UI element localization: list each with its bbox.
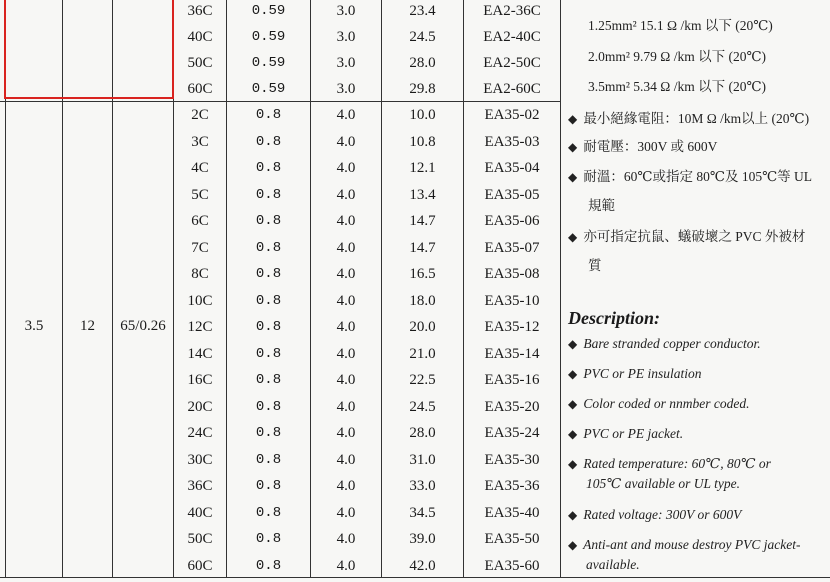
- desc-item: ◆ Rated voltage: 300V or 600V: [568, 507, 742, 522]
- od-cell: 4.0: [336, 319, 356, 335]
- od-cell: 4.0: [336, 186, 356, 203]
- weight-cell: 29.8: [409, 81, 436, 97]
- weight-cell: 24.5: [409, 398, 436, 415]
- diamond-bullet-icon: ◆: [568, 367, 578, 381]
- diamond-bullet-icon: ◆: [568, 457, 578, 471]
- temperature-note: ◆ 耐溫：60℃或指定 80℃及 105℃等 UL: [568, 169, 813, 184]
- code-cell: EA35-14: [484, 345, 540, 362]
- cores-cell: 6C: [191, 213, 209, 229]
- od-cell: 4.0: [336, 213, 356, 229]
- code-cell: EA35-10: [484, 292, 540, 309]
- od-cell: 3.0: [336, 55, 356, 71]
- highlight-box: [4, 0, 174, 99]
- desc-item: ◆ PVC or PE insulation: [568, 366, 702, 381]
- thickness-cell: 0.8: [255, 504, 282, 521]
- code-cell: EA35-07: [484, 239, 540, 256]
- code-cell: EA35-16: [484, 372, 540, 388]
- code-cell: EA35-40: [484, 504, 540, 521]
- col-divider: [560, 0, 561, 578]
- od-cell: 4.0: [336, 557, 356, 574]
- od-cell: 4.0: [336, 345, 356, 362]
- notes-column: [566, 0, 830, 582]
- od-cell: 4.0: [336, 107, 356, 123]
- od-cell: 4.0: [336, 425, 356, 441]
- cores-cell: 40C: [187, 504, 213, 521]
- thickness-cell: 0.8: [255, 319, 282, 335]
- description-title: Description:: [568, 308, 660, 328]
- weight-cell: 14.7: [409, 239, 436, 256]
- strand-cell: 65/0.26: [120, 318, 166, 334]
- resistance-3: 3.5mm² 5.34 Ω /km 以下 (20℃): [588, 79, 767, 94]
- weight-cell: 10.8: [409, 133, 436, 150]
- resistance-1: 1.25mm² 15.1 Ω /km 以下 (20℃): [588, 18, 773, 33]
- code-cell: EA35-36: [484, 478, 540, 494]
- od-group-cell: 12: [80, 318, 95, 334]
- thickness-cell: 0.59: [251, 81, 286, 97]
- diamond-bullet-icon: ◆: [568, 397, 578, 411]
- thickness-cell: 0.8: [255, 451, 282, 468]
- weight-cell: 12.1: [409, 160, 436, 176]
- thickness-cell: 0.59: [251, 55, 286, 71]
- thickness-cell: 0.8: [255, 266, 282, 282]
- diamond-bullet-icon: ◆: [568, 112, 578, 126]
- cores-cell: 2C: [191, 107, 209, 123]
- od-cell: 4.0: [336, 292, 356, 309]
- code-cell: EA2-36C: [483, 3, 541, 19]
- od-cell: 4.0: [336, 504, 356, 521]
- thickness-cell: 0.8: [255, 107, 282, 123]
- code-cell: EA35-08: [484, 266, 540, 282]
- cores-cell: 16C: [187, 372, 213, 388]
- thickness-cell: 0.8: [255, 133, 282, 150]
- weight-cell: 31.0: [409, 451, 436, 468]
- od-cell: 4.0: [336, 451, 356, 468]
- weight-cell: 22.5: [409, 372, 436, 388]
- diamond-bullet-icon: ◆: [568, 170, 578, 184]
- weight-cell: 13.4: [409, 186, 436, 203]
- diamond-bullet-icon: ◆: [568, 508, 578, 522]
- code-cell: EA35-20: [484, 398, 540, 415]
- thickness-cell: 0.8: [255, 425, 282, 441]
- thickness-cell: 0.8: [255, 478, 282, 494]
- weight-cell: 33.0: [409, 478, 436, 494]
- thickness-cell: 0.8: [255, 160, 282, 176]
- od-cell: 4.0: [336, 372, 356, 388]
- od-cell: 4.0: [336, 133, 356, 150]
- code-cell: EA35-60: [484, 557, 540, 574]
- cores-cell: 36C: [187, 478, 213, 494]
- cores-cell: 60C: [187, 81, 213, 97]
- code-cell: EA35-06: [484, 213, 540, 229]
- code-cell: EA35-02: [484, 107, 540, 123]
- diamond-bullet-icon: ◆: [568, 230, 578, 244]
- code-cell: EA2-60C: [483, 81, 541, 97]
- diamond-bullet-icon: ◆: [568, 140, 578, 154]
- cores-cell: 12C: [187, 319, 213, 335]
- code-cell: EA35-03: [484, 133, 540, 150]
- thickness-cell: 0.59: [251, 3, 286, 19]
- code-cell: EA35-05: [484, 186, 540, 203]
- od-cell: 3.0: [336, 29, 356, 45]
- cores-cell: 4C: [191, 160, 209, 176]
- temperature-note-cont: 規範: [588, 198, 615, 213]
- thickness-cell: 0.8: [255, 292, 282, 309]
- desc-item-cont: 105℃ available or UL type.: [586, 476, 740, 491]
- thickness-cell: 0.8: [255, 398, 282, 415]
- diamond-bullet-icon: ◆: [568, 427, 578, 441]
- cores-cell: 7C: [191, 239, 209, 256]
- insulation-note: ◆ 最小絕緣電阻：10M Ω /km以上 (20℃): [568, 111, 810, 126]
- weight-cell: 28.0: [409, 425, 436, 441]
- thickness-cell: 0.8: [255, 557, 282, 574]
- desc-item: ◆ Rated temperature: 60℃, 80℃ or: [568, 456, 771, 471]
- thickness-cell: 0.8: [255, 531, 282, 547]
- od-cell: 3.0: [336, 3, 356, 19]
- desc-item: ◆ Color coded or nnmber coded.: [568, 396, 750, 411]
- code-cell: EA35-50: [484, 531, 540, 547]
- od-cell: 4.0: [336, 531, 356, 547]
- weight-cell: 20.0: [409, 319, 436, 335]
- weight-cell: 28.0: [409, 55, 436, 71]
- cores-cell: 50C: [187, 531, 213, 547]
- cores-cell: 24C: [187, 425, 213, 441]
- cores-cell: 50C: [187, 55, 213, 71]
- desc-item: ◆ Anti-ant and mouse destroy PVC jacket-: [568, 537, 801, 552]
- size-cell: 3.5: [24, 318, 44, 334]
- cores-cell: 36C: [187, 3, 213, 19]
- resistance-2: 2.0mm² 9.79 Ω /km 以下 (20℃): [588, 49, 767, 64]
- cores-cell: 5C: [191, 186, 209, 203]
- desc-item-cont: available.: [586, 557, 640, 572]
- cores-cell: 20C: [187, 398, 213, 415]
- thickness-cell: 0.8: [255, 372, 282, 388]
- diamond-bullet-icon: ◆: [568, 538, 578, 552]
- weight-cell: 21.0: [409, 345, 436, 362]
- weight-cell: 18.0: [409, 292, 436, 309]
- od-cell: 4.0: [336, 266, 356, 282]
- code-cell: EA2-50C: [483, 55, 541, 71]
- cores-cell: 8C: [191, 266, 209, 282]
- thickness-cell: 0.8: [255, 186, 282, 203]
- cores-cell: 3C: [191, 133, 209, 150]
- od-cell: 4.0: [336, 160, 356, 176]
- cores-cell: 60C: [187, 557, 213, 574]
- od-cell: 3.0: [336, 81, 356, 97]
- od-cell: 4.0: [336, 239, 356, 256]
- weight-cell: 23.4: [409, 3, 436, 19]
- thickness-cell: 0.8: [255, 213, 282, 229]
- thickness-cell: 0.8: [255, 345, 282, 362]
- desc-item: ◆ PVC or PE jacket.: [568, 426, 684, 441]
- diamond-bullet-icon: ◆: [568, 337, 578, 351]
- jacket-note: ◆ 亦可指定抗鼠、蟻破壞之 PVC 外被材: [568, 229, 806, 244]
- cores-cell: 10C: [187, 292, 213, 309]
- code-cell: EA35-24: [484, 425, 540, 441]
- code-cell: EA35-30: [484, 451, 540, 468]
- weight-cell: 14.7: [409, 213, 436, 229]
- code-cell: EA35-12: [484, 319, 540, 335]
- weight-cell: 24.5: [409, 29, 436, 45]
- cores-cell: 30C: [187, 451, 213, 468]
- od-cell: 4.0: [336, 478, 356, 494]
- weight-cell: 16.5: [409, 266, 436, 282]
- cores-cell: 40C: [187, 29, 213, 45]
- weight-cell: 34.5: [409, 504, 436, 521]
- thickness-cell: 0.59: [251, 29, 286, 45]
- od-cell: 4.0: [336, 398, 356, 415]
- code-cell: EA35-04: [484, 160, 540, 176]
- voltage-note: ◆ 耐電壓：300V 或 600V: [568, 139, 718, 154]
- jacket-note-cont: 質: [588, 258, 602, 273]
- cores-cell: 14C: [187, 345, 213, 362]
- weight-cell: 42.0: [409, 557, 436, 574]
- weight-cell: 39.0: [409, 531, 436, 547]
- thickness-cell: 0.8: [255, 239, 282, 256]
- weight-cell: 10.0: [409, 107, 436, 123]
- desc-item: ◆ Bare stranded copper conductor.: [568, 336, 761, 351]
- code-cell: EA2-40C: [483, 29, 541, 45]
